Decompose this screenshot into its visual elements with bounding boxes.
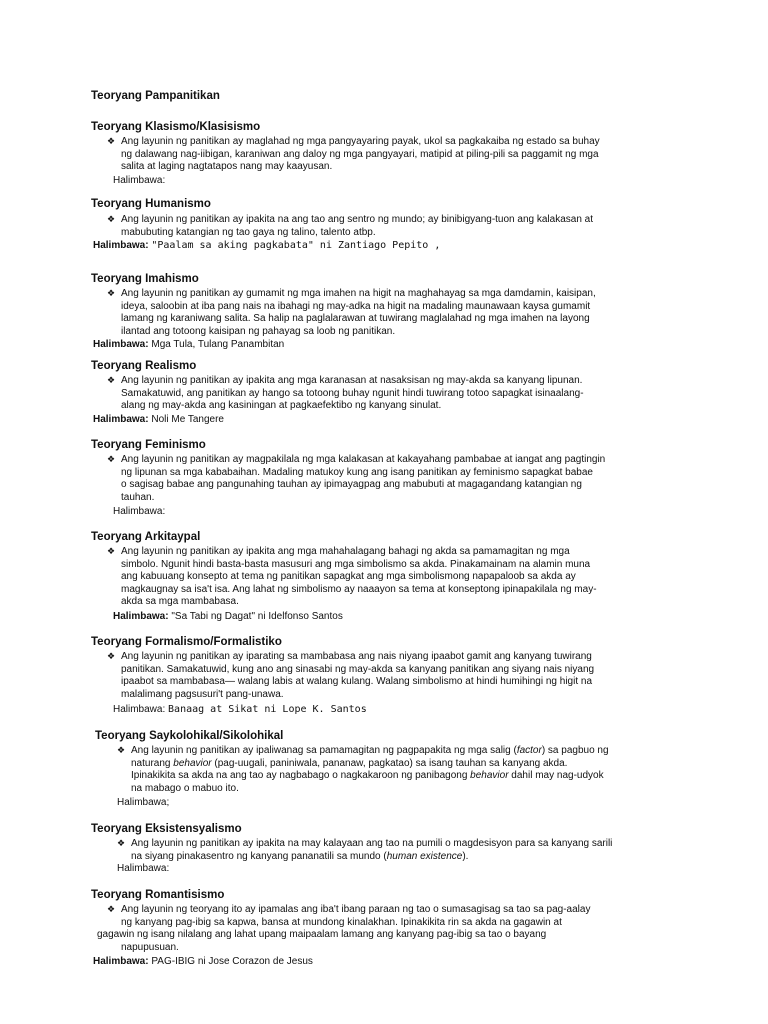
example-line xyxy=(117,797,169,808)
description-line: ipaabot sa mambabasa— walang labis at walang kulang. Walang simbolismo at hindi humihingi ng higit na xyxy=(121,676,593,687)
section-description xyxy=(107,374,687,413)
example-label: Halimbawa: xyxy=(93,956,149,967)
description-line: ilantad ang totoong kaisipan ng pahayag sa loob ng panitikan. xyxy=(121,325,396,337)
example-label: Halimbawa: xyxy=(93,339,149,350)
description-line: ❖ Ang layunin ng panitikan ay ipaliwanag sa pamamagitan ng pagpapakita ng mga salig (factor) sa pagbuo ng xyxy=(117,745,609,756)
example-text: Mga Tula, Tulang Panambitan xyxy=(151,339,285,350)
description-line: lamang ng karaniwang salita. Sa halip na paglalarawan at tuwirang maglalahad ng mga imahen na layong xyxy=(121,313,590,324)
description-line: alang ng may-akda ang kasiningan at pagkaefektibo ng kanyang sinulat. xyxy=(121,400,442,411)
description-line: ang kabuuang konsepto at tema ng panitikan sapagkat ang mga simbolismong napapaloob sa akda ay xyxy=(121,571,576,582)
diamond-bullet-icon: ❖ xyxy=(107,214,116,224)
diamond-bullet-icon: ❖ xyxy=(107,136,116,146)
description-line: ❖ Ang layunin ng panitikan ay ipakita ang mga karanasan at nasaksisan ng may-akda sa kanyang lipunan. xyxy=(107,375,583,386)
example-line xyxy=(117,863,169,874)
diamond-bullet-icon: ❖ xyxy=(107,288,116,298)
example-text: "Paalam sa aking pagkabata" ni Zantiago Pepito , xyxy=(151,240,441,251)
description-line: panitikan. Samakatuwid, kung ano ang sinasabi ng may-akda sa kanyang panitikan ang siyang nais niyang xyxy=(121,663,595,675)
section-description xyxy=(97,903,687,954)
example-text: Banaag at Sikat ni Lope K. Santos xyxy=(168,704,367,715)
section-heading: Teoryang Formalismo/Formalistiko xyxy=(91,636,282,648)
example-text: Noli Me Tangere xyxy=(151,414,224,425)
diamond-bullet-icon: ❖ xyxy=(107,904,116,914)
example-line xyxy=(113,175,165,186)
description-line: ❖ Ang layunin ng panitikan ay iparating sa mambabasa ang nais niyang ipaabot gamit ang kanyang tuwirang xyxy=(107,651,592,662)
section-heading: Teoryang Eksistensyalismo xyxy=(91,823,242,835)
description-line: gagawin ng isang nilalang ang lahat upang maipaalam lamang ang kanyang pag-ibig sa tao o bayang xyxy=(97,929,547,940)
diamond-bullet-icon: ❖ xyxy=(107,454,116,464)
description-line: napupusuan. xyxy=(121,941,179,953)
example-line xyxy=(93,956,313,967)
section-description xyxy=(117,837,697,863)
section-heading: Teoryang Arkitaypal xyxy=(91,531,201,543)
example-text: "Sa Tabi ng Dagat" ni Idelfonso Santos xyxy=(171,611,343,622)
section-description xyxy=(107,287,687,338)
section-heading: Teoryang Imahismo xyxy=(91,273,199,285)
description-line: naturang behavior (pag-uugali, paniniwala, pananaw, pagkatao) sa isang tauhan sa kanyang akda. xyxy=(131,757,568,769)
example-line xyxy=(113,611,343,622)
example-line xyxy=(113,506,165,517)
description-line: ng kanyang pag-ibig sa kapwa, bansa at mundong kinalakhan. Ipinakikita rin sa akda na gagawin at xyxy=(121,916,562,928)
description-line: ng dalawang nag-iibigan, karaniwan ang daloy ng mga pangyayari, matipid at piling-pili sa paggamit ng mga xyxy=(121,148,599,160)
section-description xyxy=(107,135,687,174)
section-heading: Teoryang Feminismo xyxy=(91,439,206,451)
diamond-bullet-icon: ❖ xyxy=(117,838,126,848)
section-description xyxy=(117,744,697,795)
example-label: Halimbawa; xyxy=(117,797,170,808)
description-line: tauhan. xyxy=(121,491,155,503)
example-label: Halimbawa: xyxy=(93,414,149,425)
description-line: na mabago o mabuo ito. xyxy=(131,782,239,794)
description-line: ng lipunan sa mga kababaihan. Madaling matukoy kung ang isang panitikan ay feminismo sapagkat babae xyxy=(121,466,593,478)
example-text: PAG-IBIG ni Jose Corazon de Jesus xyxy=(151,956,313,967)
example-line xyxy=(93,339,284,350)
description-line: ❖ Ang layunin ng panitikan ay ipakita ang mga mahahalagang bahagi ng akda sa pamamagitan ng mga xyxy=(107,546,570,557)
section-heading: Teoryang Humanismo xyxy=(91,198,211,210)
example-label: Halimbawa: xyxy=(113,506,166,517)
example-line xyxy=(93,240,440,251)
description-line: ❖ Ang layunin ng panitikan ay magpakilala ng mga kalakasan at kakayahang pambabae at iangat ang pagtingin xyxy=(107,454,606,465)
section-heading: Teoryang Klasismo/Klasisismo xyxy=(91,121,261,133)
section-heading: Teoryang Saykolohikal/Sikolohikal xyxy=(95,730,284,742)
document-title: Teoryang Pampanitikan xyxy=(91,90,220,102)
diamond-bullet-icon: ❖ xyxy=(107,651,116,661)
section-description xyxy=(107,650,687,701)
example-line xyxy=(93,414,224,425)
section-description xyxy=(107,453,687,504)
description-line: Samakatuwid, ang panitikan ay hango sa totoong buhay ngunit hindi tuwirang totoo sapagkat isinaalang- xyxy=(121,387,584,399)
description-line: magkaugnay sa isa't isa. Ang lahat ng simbolismo ay naaayon sa tema at konseptong ipinapakilala ng may- xyxy=(121,583,597,595)
diamond-bullet-icon: ❖ xyxy=(107,375,116,385)
description-line: malalimang pagsusuri't pang-unawa. xyxy=(121,688,284,700)
description-line: na siyang pinakasentro ng kanyang pananatili sa mundo (human existence). xyxy=(131,850,469,862)
diamond-bullet-icon: ❖ xyxy=(107,546,116,556)
diamond-bullet-icon: ❖ xyxy=(117,745,126,755)
description-line: ideya, saloobin at iba pang nais na ibahagi ng may-adka na higit na madaling maunawaan kaysa gumamit xyxy=(121,300,591,312)
example-label: Halimbawa: xyxy=(113,175,166,186)
description-line: mabubuting katangian ng tao gaya ng talino, talento atbp. xyxy=(121,226,376,238)
section-description xyxy=(107,545,687,609)
description-line: ❖ Ang layunin ng panitikan ay gumamit ng mga imahen na higit na maghahayag sa mga damdamin, kaisipan, xyxy=(107,288,596,299)
example-label: Halimbawa: xyxy=(113,704,166,715)
description-line: ❖ Ang layunin ng panitikan ay ipakita na ang tao ang sentro ng mundo; ay binibigyang-tuon ang kalakasan at xyxy=(107,214,594,225)
section-description xyxy=(107,213,687,239)
example-label: Halimbawa: xyxy=(113,611,169,622)
example-line xyxy=(113,704,367,715)
description-line: ❖ Ang layunin ng panitikan ay maglahad ng mga pangyayaring payak, ukol sa pagkakaiba ng estado sa buhay xyxy=(107,136,600,147)
section-heading: Teoryang Realismo xyxy=(91,360,197,372)
description-line: o sagisag babae ang pangunahing tauhan ay ipimayagpag ang mabubuti at magagandang katangian ng xyxy=(121,479,582,490)
section-heading: Teoryang Romantisismo xyxy=(91,889,225,901)
example-label: Halimbawa: xyxy=(93,240,149,251)
example-label: Halimbawa: xyxy=(117,863,170,874)
description-line: ❖ Ang layunin ng teoryang ito ay ipamalas ang iba't ibang paraan ng tao o sumasagisag sa tao sa pag-aalay xyxy=(107,904,591,915)
description-line: akda sa mga mambabasa. xyxy=(121,596,239,607)
description-line: salita at laging nagtatapos nang may kaayusan. xyxy=(121,161,333,172)
description-line: ❖ Ang layunin ng panitikan ay ipakita na may kalayaan ang tao na pumili o magdesisyon para sa kanyang sarili xyxy=(117,838,613,849)
description-line: Ipinakikita sa akda na ang tao ay nagbabago o nagkakaroon ng panibagong behavior dahil may nag-udyok xyxy=(131,770,604,781)
description-line: simbolo. Ngunit hindi basta-basta masusuri ang mga simbolismo sa akda. Pinakamainam na alamin muna xyxy=(121,558,591,570)
